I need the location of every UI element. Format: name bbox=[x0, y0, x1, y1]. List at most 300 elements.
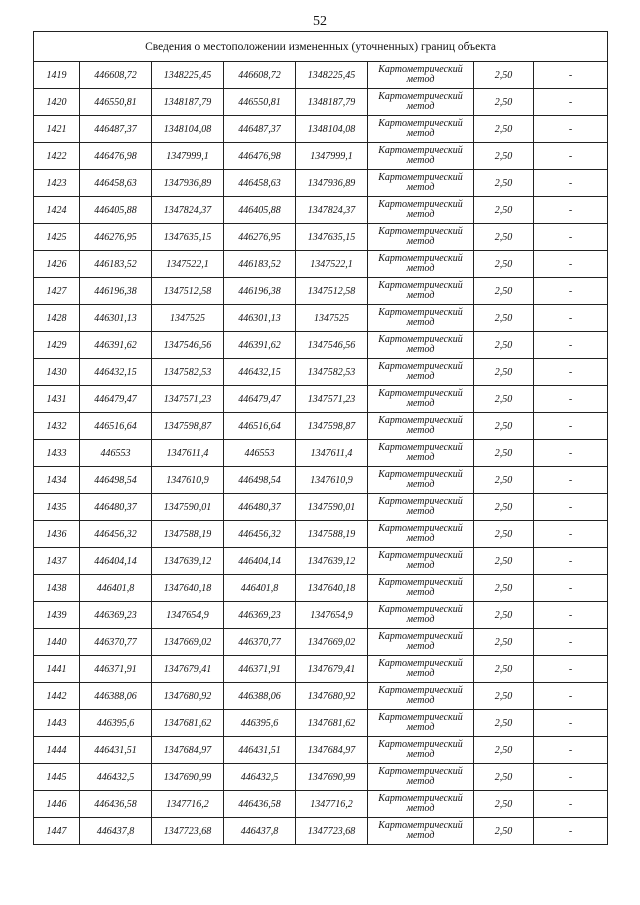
method-line1: Картометрический bbox=[378, 658, 463, 669]
cell-method bbox=[368, 467, 474, 494]
method-line2: метод bbox=[406, 587, 435, 598]
cell-x-existing: 446301,13 bbox=[80, 305, 152, 332]
cell-y-new: 1347611,4 bbox=[296, 440, 368, 467]
method-line2: метод bbox=[406, 830, 435, 841]
cell-note: - bbox=[534, 251, 608, 278]
cell-x-new: 446371,91 bbox=[224, 656, 296, 683]
cell-method bbox=[368, 224, 474, 251]
cell-accuracy: 2,50 bbox=[474, 764, 534, 791]
method-line1: Картометрический bbox=[378, 91, 463, 102]
cell-y-new: 1348187,79 bbox=[296, 89, 368, 116]
cell-point-number: 1425 bbox=[34, 224, 80, 251]
cell-method bbox=[368, 575, 474, 602]
cell-note: - bbox=[534, 197, 608, 224]
cell-accuracy: 2,50 bbox=[474, 602, 534, 629]
table-row bbox=[34, 629, 608, 656]
cell-x-existing: 446550,81 bbox=[80, 89, 152, 116]
cell-y-new: 1347690,99 bbox=[296, 764, 368, 791]
method-line2: метод bbox=[406, 344, 435, 355]
method-line2: метод bbox=[406, 479, 435, 490]
method-line1: Картометрический bbox=[378, 604, 463, 615]
cell-x-existing: 446395,6 bbox=[80, 710, 152, 737]
cell-method bbox=[368, 386, 474, 413]
cell-accuracy: 2,50 bbox=[474, 305, 534, 332]
method-line2: метод bbox=[406, 290, 435, 301]
method-line2: метод bbox=[406, 263, 435, 274]
method-line1: Картометрический bbox=[378, 469, 463, 480]
cell-method bbox=[368, 656, 474, 683]
cell-x-new: 446432,15 bbox=[224, 359, 296, 386]
cell-x-existing: 446553 bbox=[80, 440, 152, 467]
method-line2: метод bbox=[406, 776, 435, 787]
method-line1: Картометрический bbox=[378, 523, 463, 534]
cell-y-new: 1347582,53 bbox=[296, 359, 368, 386]
cell-accuracy: 2,50 bbox=[474, 386, 534, 413]
cell-accuracy: 2,50 bbox=[474, 251, 534, 278]
table-row bbox=[34, 494, 608, 521]
cell-x-new: 446401,8 bbox=[224, 575, 296, 602]
cell-note: - bbox=[534, 143, 608, 170]
cell-accuracy: 2,50 bbox=[474, 629, 534, 656]
cell-method bbox=[368, 332, 474, 359]
cell-x-new: 446405,88 bbox=[224, 197, 296, 224]
cell-method bbox=[368, 818, 474, 845]
cell-point-number: 1423 bbox=[34, 170, 80, 197]
cell-x-existing: 446431,51 bbox=[80, 737, 152, 764]
cell-y-new: 1347512,58 bbox=[296, 278, 368, 305]
method-line1: Картометрический bbox=[378, 442, 463, 453]
cell-point-number: 1426 bbox=[34, 251, 80, 278]
cell-y-existing: 1347999,1 bbox=[152, 143, 224, 170]
table-row bbox=[34, 737, 608, 764]
cell-x-new: 446437,8 bbox=[224, 818, 296, 845]
cell-accuracy: 2,50 bbox=[474, 494, 534, 521]
cell-note: - bbox=[534, 278, 608, 305]
cell-point-number: 1424 bbox=[34, 197, 80, 224]
cell-point-number: 1438 bbox=[34, 575, 80, 602]
method-line2: метод bbox=[406, 236, 435, 247]
cell-y-existing: 1347611,4 bbox=[152, 440, 224, 467]
cell-accuracy: 2,50 bbox=[474, 143, 534, 170]
table-row bbox=[34, 89, 608, 116]
cell-y-new: 1347680,92 bbox=[296, 683, 368, 710]
cell-y-existing: 1347654,9 bbox=[152, 602, 224, 629]
cell-point-number: 1437 bbox=[34, 548, 80, 575]
cell-accuracy: 2,50 bbox=[474, 440, 534, 467]
cell-x-new: 446369,23 bbox=[224, 602, 296, 629]
page-number: 52 bbox=[313, 14, 327, 29]
cell-x-existing: 446487,37 bbox=[80, 116, 152, 143]
cell-note: - bbox=[534, 764, 608, 791]
cell-point-number: 1419 bbox=[34, 62, 80, 89]
cell-note: - bbox=[534, 818, 608, 845]
cell-x-existing: 446436,58 bbox=[80, 791, 152, 818]
table-row bbox=[34, 251, 608, 278]
cell-note: - bbox=[534, 548, 608, 575]
cell-y-new: 1347588,19 bbox=[296, 521, 368, 548]
table-row bbox=[34, 278, 608, 305]
cell-method bbox=[368, 413, 474, 440]
cell-y-existing: 1347546,56 bbox=[152, 332, 224, 359]
cell-x-new: 446395,6 bbox=[224, 710, 296, 737]
cell-y-new: 1347716,2 bbox=[296, 791, 368, 818]
cell-y-new: 1347525 bbox=[296, 305, 368, 332]
cell-y-existing: 1347723,68 bbox=[152, 818, 224, 845]
method-line1: Картометрический bbox=[378, 361, 463, 372]
cell-y-new: 1347522,1 bbox=[296, 251, 368, 278]
cell-x-existing: 446437,8 bbox=[80, 818, 152, 845]
cell-note: - bbox=[534, 710, 608, 737]
cell-x-existing: 446401,8 bbox=[80, 575, 152, 602]
cell-y-new: 1347610,9 bbox=[296, 467, 368, 494]
method-line2: метод bbox=[406, 614, 435, 625]
cell-accuracy: 2,50 bbox=[474, 521, 534, 548]
table-title: Сведения о местоположении измененных (уточненных) границ объекта bbox=[34, 32, 608, 62]
cell-y-existing: 1347598,87 bbox=[152, 413, 224, 440]
cell-x-new: 446608,72 bbox=[224, 62, 296, 89]
cell-accuracy: 2,50 bbox=[474, 710, 534, 737]
cell-accuracy: 2,50 bbox=[474, 656, 534, 683]
method-line2: метод bbox=[406, 155, 435, 166]
cell-y-new: 1347571,23 bbox=[296, 386, 368, 413]
method-line1: Картометрический bbox=[378, 496, 463, 507]
method-line1: Картометрический bbox=[378, 685, 463, 696]
cell-y-existing: 1348225,45 bbox=[152, 62, 224, 89]
cell-x-new: 446479,47 bbox=[224, 386, 296, 413]
cell-y-new: 1348104,08 bbox=[296, 116, 368, 143]
method-line1: Картометрический bbox=[378, 739, 463, 750]
method-line1: Картометрический bbox=[378, 415, 463, 426]
cell-method bbox=[368, 737, 474, 764]
cell-x-new: 446476,98 bbox=[224, 143, 296, 170]
cell-note: - bbox=[534, 494, 608, 521]
cell-x-existing: 446456,32 bbox=[80, 521, 152, 548]
cell-x-existing: 446388,06 bbox=[80, 683, 152, 710]
table-row bbox=[34, 467, 608, 494]
cell-accuracy: 2,50 bbox=[474, 197, 534, 224]
cell-y-new: 1347723,68 bbox=[296, 818, 368, 845]
cell-x-existing: 446404,14 bbox=[80, 548, 152, 575]
cell-note: - bbox=[534, 602, 608, 629]
table-row bbox=[34, 62, 608, 89]
cell-method bbox=[368, 197, 474, 224]
cell-accuracy: 2,50 bbox=[474, 116, 534, 143]
cell-point-number: 1435 bbox=[34, 494, 80, 521]
cell-y-new: 1347669,02 bbox=[296, 629, 368, 656]
cell-y-existing: 1347522,1 bbox=[152, 251, 224, 278]
cell-y-new: 1347546,56 bbox=[296, 332, 368, 359]
cell-y-existing: 1347679,41 bbox=[152, 656, 224, 683]
cell-x-existing: 446183,52 bbox=[80, 251, 152, 278]
cell-x-new: 446498,54 bbox=[224, 467, 296, 494]
cell-accuracy: 2,50 bbox=[474, 575, 534, 602]
table-title-row bbox=[34, 32, 608, 62]
method-line1: Картометрический bbox=[378, 253, 463, 264]
cell-note: - bbox=[534, 305, 608, 332]
cell-note: - bbox=[534, 170, 608, 197]
cell-accuracy: 2,50 bbox=[474, 170, 534, 197]
method-line2: метод bbox=[406, 533, 435, 544]
cell-x-new: 446301,13 bbox=[224, 305, 296, 332]
cell-y-new: 1347681,62 bbox=[296, 710, 368, 737]
method-line1: Картометрический bbox=[378, 766, 463, 777]
method-line1: Картометрический bbox=[378, 226, 463, 237]
cell-note: - bbox=[534, 575, 608, 602]
method-line2: метод bbox=[406, 695, 435, 706]
cell-y-existing: 1347512,58 bbox=[152, 278, 224, 305]
cell-x-new: 446516,64 bbox=[224, 413, 296, 440]
cell-x-new: 446276,95 bbox=[224, 224, 296, 251]
cell-y-existing: 1347639,12 bbox=[152, 548, 224, 575]
cell-y-existing: 1347640,18 bbox=[152, 575, 224, 602]
cell-method bbox=[368, 116, 474, 143]
cell-x-new: 446456,32 bbox=[224, 521, 296, 548]
cell-accuracy: 2,50 bbox=[474, 467, 534, 494]
cell-method bbox=[368, 791, 474, 818]
table-row bbox=[34, 440, 608, 467]
table-row bbox=[34, 818, 608, 845]
cell-method bbox=[368, 521, 474, 548]
cell-note: - bbox=[534, 656, 608, 683]
cell-x-new: 446480,37 bbox=[224, 494, 296, 521]
method-line1: Картометрический bbox=[378, 280, 463, 291]
cell-x-new: 446370,77 bbox=[224, 629, 296, 656]
cell-y-new: 1347635,15 bbox=[296, 224, 368, 251]
cell-method bbox=[368, 710, 474, 737]
table-row bbox=[34, 170, 608, 197]
method-line2: метод bbox=[406, 560, 435, 571]
cell-x-existing: 446405,88 bbox=[80, 197, 152, 224]
cell-point-number: 1429 bbox=[34, 332, 80, 359]
method-line2: метод bbox=[406, 209, 435, 220]
method-line1: Картометрический bbox=[378, 307, 463, 318]
cell-y-existing: 1347690,99 bbox=[152, 764, 224, 791]
cell-y-existing: 1347635,15 bbox=[152, 224, 224, 251]
cell-x-new: 446432,5 bbox=[224, 764, 296, 791]
method-line1: Картометрический bbox=[378, 712, 463, 723]
cell-accuracy: 2,50 bbox=[474, 359, 534, 386]
table-row bbox=[34, 710, 608, 737]
method-line2: метод bbox=[406, 641, 435, 652]
cell-y-new: 1347824,37 bbox=[296, 197, 368, 224]
table-row bbox=[34, 359, 608, 386]
cell-method bbox=[368, 170, 474, 197]
cell-y-new: 1347936,89 bbox=[296, 170, 368, 197]
cell-note: - bbox=[534, 332, 608, 359]
cell-y-existing: 1347582,53 bbox=[152, 359, 224, 386]
cell-y-new: 1347684,97 bbox=[296, 737, 368, 764]
table-row bbox=[34, 413, 608, 440]
method-line1: Картометрический bbox=[378, 334, 463, 345]
table-row bbox=[34, 602, 608, 629]
table-row bbox=[34, 656, 608, 683]
cell-method bbox=[368, 683, 474, 710]
cell-y-existing: 1347936,89 bbox=[152, 170, 224, 197]
table-row bbox=[34, 305, 608, 332]
table-row bbox=[34, 764, 608, 791]
cell-note: - bbox=[534, 737, 608, 764]
cell-point-number: 1445 bbox=[34, 764, 80, 791]
table-row bbox=[34, 116, 608, 143]
cell-method bbox=[368, 305, 474, 332]
method-line2: метод bbox=[406, 668, 435, 679]
table-row bbox=[34, 791, 608, 818]
method-line1: Картометрический bbox=[378, 118, 463, 129]
method-line2: метод bbox=[406, 749, 435, 760]
cell-method bbox=[368, 764, 474, 791]
method-line1: Картометрический bbox=[378, 199, 463, 210]
cell-x-new: 446458,63 bbox=[224, 170, 296, 197]
cell-x-existing: 446196,38 bbox=[80, 278, 152, 305]
cell-method bbox=[368, 602, 474, 629]
cell-method bbox=[368, 494, 474, 521]
method-line2: метод bbox=[406, 452, 435, 463]
cell-x-existing: 446498,54 bbox=[80, 467, 152, 494]
table-row bbox=[34, 386, 608, 413]
cell-point-number: 1420 bbox=[34, 89, 80, 116]
cell-note: - bbox=[534, 89, 608, 116]
method-line2: метод bbox=[406, 371, 435, 382]
table-row bbox=[34, 332, 608, 359]
cell-method bbox=[368, 251, 474, 278]
method-line2: метод bbox=[406, 803, 435, 814]
cell-method bbox=[368, 440, 474, 467]
method-line2: метод bbox=[406, 128, 435, 139]
cell-accuracy: 2,50 bbox=[474, 278, 534, 305]
cell-method bbox=[368, 548, 474, 575]
method-line1: Картометрический bbox=[378, 577, 463, 588]
cell-point-number: 1443 bbox=[34, 710, 80, 737]
method-line1: Картометрический bbox=[378, 388, 463, 399]
cell-x-new: 446196,38 bbox=[224, 278, 296, 305]
cell-point-number: 1421 bbox=[34, 116, 80, 143]
cell-y-existing: 1347716,2 bbox=[152, 791, 224, 818]
cell-note: - bbox=[534, 62, 608, 89]
cell-y-existing: 1347681,62 bbox=[152, 710, 224, 737]
method-line1: Картометрический bbox=[378, 172, 463, 183]
cell-point-number: 1444 bbox=[34, 737, 80, 764]
cell-point-number: 1433 bbox=[34, 440, 80, 467]
cell-y-new: 1347590,01 bbox=[296, 494, 368, 521]
cell-x-new: 446183,52 bbox=[224, 251, 296, 278]
cell-y-new: 1347654,9 bbox=[296, 602, 368, 629]
cell-x-new: 446550,81 bbox=[224, 89, 296, 116]
cell-note: - bbox=[534, 521, 608, 548]
cell-accuracy: 2,50 bbox=[474, 89, 534, 116]
cell-y-existing: 1347684,97 bbox=[152, 737, 224, 764]
method-line2: метод bbox=[406, 101, 435, 112]
table-row bbox=[34, 521, 608, 548]
cell-accuracy: 2,50 bbox=[474, 62, 534, 89]
cell-note: - bbox=[534, 224, 608, 251]
cell-accuracy: 2,50 bbox=[474, 683, 534, 710]
cell-point-number: 1431 bbox=[34, 386, 80, 413]
method-line2: метод bbox=[406, 506, 435, 517]
cell-x-existing: 446371,91 bbox=[80, 656, 152, 683]
cell-y-existing: 1348104,08 bbox=[152, 116, 224, 143]
cell-y-existing: 1347588,19 bbox=[152, 521, 224, 548]
cell-accuracy: 2,50 bbox=[474, 413, 534, 440]
cell-point-number: 1441 bbox=[34, 656, 80, 683]
cell-point-number: 1442 bbox=[34, 683, 80, 710]
cell-note: - bbox=[534, 359, 608, 386]
cell-x-existing: 446480,37 bbox=[80, 494, 152, 521]
method-line2: метод bbox=[406, 398, 435, 409]
cell-note: - bbox=[534, 116, 608, 143]
cell-point-number: 1432 bbox=[34, 413, 80, 440]
method-line2: метод bbox=[406, 722, 435, 733]
cell-accuracy: 2,50 bbox=[474, 332, 534, 359]
cell-point-number: 1428 bbox=[34, 305, 80, 332]
cell-x-existing: 446369,23 bbox=[80, 602, 152, 629]
cell-note: - bbox=[534, 440, 608, 467]
cell-x-existing: 446516,64 bbox=[80, 413, 152, 440]
cell-point-number: 1434 bbox=[34, 467, 80, 494]
cell-point-number: 1440 bbox=[34, 629, 80, 656]
method-line1: Картометрический bbox=[378, 64, 463, 75]
cell-x-existing: 446458,63 bbox=[80, 170, 152, 197]
cell-y-existing: 1347824,37 bbox=[152, 197, 224, 224]
method-line1: Картометрический bbox=[378, 793, 463, 804]
table-row bbox=[34, 197, 608, 224]
cell-accuracy: 2,50 bbox=[474, 791, 534, 818]
table-row bbox=[34, 575, 608, 602]
table-row bbox=[34, 224, 608, 251]
method-line2: метод bbox=[406, 317, 435, 328]
cell-x-existing: 446391,62 bbox=[80, 332, 152, 359]
table-row bbox=[34, 683, 608, 710]
cell-point-number: 1436 bbox=[34, 521, 80, 548]
cell-method bbox=[368, 278, 474, 305]
cell-y-existing: 1347669,02 bbox=[152, 629, 224, 656]
cell-y-new: 1348225,45 bbox=[296, 62, 368, 89]
cell-note: - bbox=[534, 683, 608, 710]
cell-y-new: 1347598,87 bbox=[296, 413, 368, 440]
cell-note: - bbox=[534, 386, 608, 413]
coordinates-table bbox=[33, 31, 608, 845]
cell-y-existing: 1347590,01 bbox=[152, 494, 224, 521]
method-line1: Картометрический bbox=[378, 820, 463, 831]
cell-y-new: 1347640,18 bbox=[296, 575, 368, 602]
cell-note: - bbox=[534, 413, 608, 440]
cell-y-new: 1347999,1 bbox=[296, 143, 368, 170]
cell-point-number: 1439 bbox=[34, 602, 80, 629]
method-line2: метод bbox=[406, 182, 435, 193]
cell-y-existing: 1347571,23 bbox=[152, 386, 224, 413]
cell-accuracy: 2,50 bbox=[474, 818, 534, 845]
cell-point-number: 1430 bbox=[34, 359, 80, 386]
method-line1: Картометрический bbox=[378, 145, 463, 156]
cell-point-number: 1422 bbox=[34, 143, 80, 170]
cell-y-existing: 1347610,9 bbox=[152, 467, 224, 494]
method-line1: Картометрический bbox=[378, 631, 463, 642]
cell-x-new: 446391,62 bbox=[224, 332, 296, 359]
cell-x-existing: 446276,95 bbox=[80, 224, 152, 251]
cell-x-new: 446436,58 bbox=[224, 791, 296, 818]
method-line1: Картометрический bbox=[378, 550, 463, 561]
cell-y-new: 1347639,12 bbox=[296, 548, 368, 575]
cell-method bbox=[368, 143, 474, 170]
cell-method bbox=[368, 62, 474, 89]
table-row bbox=[34, 143, 608, 170]
cell-x-new: 446388,06 bbox=[224, 683, 296, 710]
cell-x-existing: 446479,47 bbox=[80, 386, 152, 413]
cell-accuracy: 2,50 bbox=[474, 548, 534, 575]
cell-method bbox=[368, 629, 474, 656]
cell-note: - bbox=[534, 467, 608, 494]
cell-note: - bbox=[534, 791, 608, 818]
method-line2: метод bbox=[406, 425, 435, 436]
